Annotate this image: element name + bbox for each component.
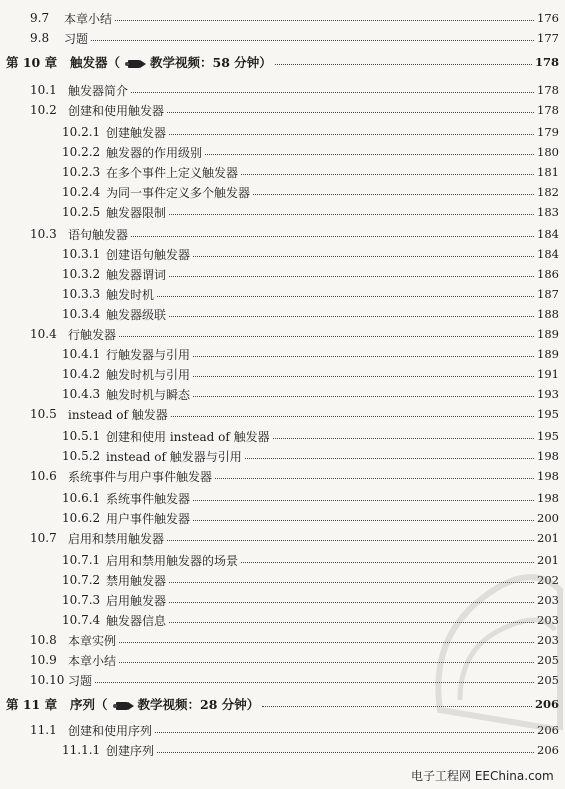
- toc-number: 10.4.1: [62, 347, 101, 361]
- video-duration-label: 教学视频：58 分钟）: [150, 55, 272, 70]
- toc-page-number: 193: [537, 387, 559, 401]
- toc-page-number: 186: [537, 267, 559, 281]
- toc-subsection-row[interactable]: [0, 264, 565, 284]
- toc-page-number: 201: [537, 531, 559, 545]
- toc-title: [106, 144, 202, 161]
- toc-number: 10.7.3: [62, 593, 101, 607]
- toc-number: 11.1: [30, 723, 57, 737]
- toc-title-text: 启用和禁用触发器的场景: [106, 553, 239, 568]
- toc-subsection-row[interactable]: [0, 426, 565, 446]
- toc-page-number: 198: [537, 491, 559, 505]
- toc-subsection-row[interactable]: [0, 384, 565, 404]
- toc-title: [106, 612, 166, 629]
- toc-title-text: 序列（: [70, 697, 108, 712]
- toc-chapter-row[interactable]: [0, 52, 565, 72]
- toc-title: [106, 286, 154, 303]
- toc-title-text: 触发器简介: [68, 83, 129, 98]
- toc-page-number: 181: [537, 165, 559, 179]
- toc-section-row[interactable]: [0, 324, 565, 344]
- toc-page-number: 206: [537, 743, 559, 757]
- toc-number: 第 11 章: [6, 697, 58, 712]
- toc-title-text: 触发器信息: [106, 613, 167, 628]
- toc-subsection-row[interactable]: [0, 122, 565, 142]
- toc-title-text: 启用触发器: [106, 593, 167, 608]
- toc-subsection-row[interactable]: [0, 142, 565, 162]
- toc-subsection-row[interactable]: [0, 284, 565, 304]
- toc-subsection-row[interactable]: [0, 304, 565, 324]
- toc-leader-dots: [157, 751, 534, 753]
- toc-number: 10.6.2: [62, 511, 101, 525]
- toc-title: [68, 722, 152, 739]
- toc-subsection-row[interactable]: [0, 344, 565, 364]
- toc-page-number: 184: [537, 227, 559, 241]
- toc-subsection-row[interactable]: [0, 162, 565, 182]
- toc-title: [106, 204, 166, 221]
- toc-number: 10.3.1: [62, 247, 101, 261]
- toc-leader-dots: [253, 193, 534, 195]
- toc-number: 10.7.1: [62, 553, 101, 567]
- toc-page-number: 206: [537, 723, 559, 737]
- toc-number: 10.2.2: [62, 145, 101, 159]
- toc-page-number: 203: [537, 593, 559, 607]
- toc-subsection-row[interactable]: [0, 508, 565, 528]
- toc-title: [70, 53, 272, 71]
- toc-title: [106, 346, 190, 363]
- toc-leader-dots: [193, 499, 534, 501]
- toc-number: 10.2: [30, 103, 57, 117]
- toc-number: 10.5.1: [62, 429, 101, 443]
- toc-title: [106, 592, 166, 609]
- toc-title-text: 系统事件触发器: [106, 491, 191, 506]
- toc-title-text: 创建和使用触发器: [68, 103, 165, 118]
- toc-leader-dots: [193, 355, 534, 357]
- toc-title: [106, 184, 250, 201]
- toc-section-row[interactable]: [0, 100, 565, 120]
- toc-section-row[interactable]: [0, 8, 565, 28]
- toc-number: 10.3.2: [62, 267, 101, 281]
- toc-leader-dots: [115, 19, 534, 21]
- toc-title-text: 习题: [68, 673, 93, 688]
- toc-section-row[interactable]: [0, 80, 565, 100]
- toc-page-number: 195: [537, 429, 559, 443]
- toc-title-text: 触发器限制: [106, 205, 167, 220]
- toc-leader-dots: [91, 39, 534, 41]
- toc-title-text: 系统事件与用户事件触发器: [68, 469, 213, 484]
- toc-title: [106, 490, 190, 507]
- toc-number: 10.6.1: [62, 491, 101, 505]
- toc-leader-dots: [169, 315, 534, 317]
- toc-page-number: 182: [537, 185, 559, 199]
- toc-number: 10.4: [30, 327, 57, 341]
- toc-page-number: 203: [537, 633, 559, 647]
- toc-number: 10.2.3: [62, 165, 101, 179]
- toc-number: 10.8: [30, 633, 57, 647]
- toc-title: [70, 695, 259, 713]
- toc-title-text: 触发器级联: [106, 307, 167, 322]
- video-camera-icon: [124, 58, 146, 70]
- toc-title: [106, 266, 166, 283]
- toc-page-number: 206: [534, 697, 559, 711]
- toc-number: 10.6: [30, 469, 57, 483]
- toc-leader-dots: [193, 519, 534, 521]
- toc-title: [106, 124, 166, 141]
- toc-title: [68, 326, 116, 343]
- toc-title-text: 触发器（: [70, 55, 121, 70]
- toc-number: 10.2.1: [62, 125, 101, 139]
- toc-leader-dots: [193, 255, 534, 257]
- toc-leader-dots: [273, 437, 534, 439]
- toc-title: [68, 82, 128, 99]
- toc-number: 10.2.5: [62, 205, 101, 219]
- toc-title: [68, 468, 212, 485]
- toc-page-number: 198: [537, 449, 559, 463]
- toc-page-number: 180: [537, 145, 559, 159]
- toc-number: 10.7.2: [62, 573, 101, 587]
- toc-number: 10.7: [30, 531, 57, 545]
- toc-title: [68, 652, 116, 669]
- toc-number: 10.7.4: [62, 613, 101, 627]
- toc-title-text: 创建和使用序列: [68, 723, 153, 738]
- toc-page-number: 183: [537, 205, 559, 219]
- toc-page-number: 188: [537, 307, 559, 321]
- toc-page-number: 191: [537, 367, 559, 381]
- toc-title-text: 语句触发器: [68, 227, 129, 242]
- toc-page-number: 176: [537, 11, 559, 25]
- toc-leader-dots: [155, 731, 534, 733]
- toc-number: 10.3: [30, 227, 57, 241]
- watermark-seal-icon: [420, 560, 565, 730]
- toc-title-text: 本章小结: [64, 11, 113, 26]
- toc-title-text: 在多个事件上定义触发器: [106, 165, 239, 180]
- toc-leader-dots: [167, 539, 534, 541]
- toc-number: 10.10: [30, 673, 65, 687]
- toc-title-text: 本章实例: [68, 633, 117, 648]
- toc-number: 9.8: [30, 31, 50, 45]
- toc-leader-dots: [193, 395, 534, 397]
- toc-page-number: 203: [537, 613, 559, 627]
- toc-leader-dots: [171, 415, 534, 417]
- toc-number: 10.4.2: [62, 367, 101, 381]
- video-camera-icon: [112, 700, 134, 712]
- toc-title-text: 本章小结: [68, 653, 117, 668]
- toc-number: 10.4.3: [62, 387, 101, 401]
- toc-title: [106, 366, 190, 383]
- toc-leader-dots: [167, 111, 534, 113]
- toc-number: 10.5: [30, 407, 57, 421]
- toc-title: [106, 164, 238, 181]
- toc-title: [68, 406, 168, 423]
- toc-page-number: 179: [537, 125, 559, 139]
- toc-leader-dots: [241, 173, 534, 175]
- toc-subsection-row[interactable]: [0, 182, 565, 202]
- toc-subsection-row[interactable]: [0, 244, 565, 264]
- toc-title-text: 创建触发器: [106, 125, 167, 140]
- toc-leader-dots: [169, 213, 534, 215]
- toc-title-text: 触发时机与引用: [106, 367, 191, 382]
- toc-leader-dots: [131, 91, 534, 93]
- toc-section-row[interactable]: [0, 224, 565, 244]
- toc-number: 10.3.3: [62, 287, 101, 301]
- toc-title: [68, 632, 116, 649]
- toc-title: [68, 672, 92, 689]
- toc-title-text: 习题: [64, 31, 89, 46]
- toc-title-text: 禁用触发器: [106, 573, 167, 588]
- toc-title: [64, 10, 112, 27]
- toc-title: [106, 428, 270, 445]
- toc-page-number: 205: [537, 653, 559, 667]
- toc-section-row[interactable]: [0, 466, 565, 486]
- toc-leader-dots: [245, 457, 534, 459]
- toc-title-text: 创建序列: [106, 743, 155, 758]
- toc-page-number: 198: [537, 469, 559, 483]
- toc-subsection-row[interactable]: [0, 202, 565, 222]
- toc-page-number: 195: [537, 407, 559, 421]
- toc-page-number: 205: [537, 673, 559, 687]
- toc-number: 10.2.4: [62, 185, 101, 199]
- toc-title-text: instead of 触发器与引用: [106, 449, 242, 464]
- toc-leader-dots: [205, 153, 534, 155]
- toc-subsection-row[interactable]: [0, 446, 565, 466]
- toc-title-text: 创建语句触发器: [106, 247, 191, 262]
- toc-title-text: 用户事件触发器: [106, 511, 191, 526]
- toc-title: [106, 448, 242, 465]
- toc-number: 10.1: [30, 83, 57, 97]
- toc-title-text: 触发器谓词: [106, 267, 167, 282]
- toc-title-text: 启用和禁用触发器: [68, 531, 165, 546]
- toc-leader-dots: [193, 375, 534, 377]
- toc-section-row[interactable]: [0, 528, 565, 548]
- toc-leader-dots: [169, 275, 534, 277]
- footer-watermark-text: 电子工程网 EEChina.com: [411, 769, 554, 783]
- toc-title: [64, 30, 88, 47]
- toc-title: [68, 530, 164, 547]
- toc-page-number: 184: [537, 247, 559, 261]
- toc-title-text: 触发时机: [106, 287, 155, 302]
- toc-title: [106, 510, 190, 527]
- toc-title-text: 创建和使用 instead of 触发器: [106, 429, 270, 444]
- toc-title-text: instead of 触发器: [68, 407, 168, 422]
- toc-leader-dots: [215, 477, 534, 479]
- toc-page-number: 200: [537, 511, 559, 525]
- toc-leader-dots: [131, 235, 534, 237]
- toc-number: 11.1.1: [62, 743, 101, 757]
- toc-number: 10.3.4: [62, 307, 101, 321]
- toc-section-row[interactable]: [0, 404, 565, 424]
- toc-title-text: 触发器的作用级别: [106, 145, 203, 160]
- toc-number: 第 10 章: [6, 55, 58, 70]
- toc-title: [106, 386, 190, 403]
- toc-leader-dots: [119, 335, 534, 337]
- toc-leader-dots: [275, 63, 532, 65]
- video-duration-label: 教学视频：28 分钟）: [137, 697, 260, 712]
- toc-title: [68, 226, 128, 243]
- toc-leader-dots: [157, 295, 534, 297]
- toc-title: [106, 246, 190, 263]
- toc-title-text: 触发时机与瞬态: [106, 387, 191, 402]
- toc-page-number: 178: [534, 55, 559, 69]
- toc-title: [106, 742, 154, 759]
- toc-title: [106, 306, 166, 323]
- toc-page-number: 202: [537, 573, 559, 587]
- toc-title: [106, 552, 238, 569]
- toc-number: 10.5.2: [62, 449, 101, 463]
- toc-page-number: 189: [537, 347, 559, 361]
- toc-number: 10.9: [30, 653, 57, 667]
- toc-page-number: 187: [537, 287, 559, 301]
- toc-subsection-row[interactable]: [0, 364, 565, 384]
- toc-page-number: 178: [537, 103, 559, 117]
- toc-page-number: 177: [537, 31, 559, 45]
- toc-title-text: 为同一事件定义多个触发器: [106, 185, 251, 200]
- toc-number: 9.7: [30, 11, 50, 25]
- toc-page-number: 178: [537, 83, 559, 97]
- toc-leader-dots: [169, 133, 534, 135]
- toc-page-number: 189: [537, 327, 559, 341]
- toc-section-row[interactable]: [0, 28, 565, 48]
- toc-title: [106, 572, 166, 589]
- toc-subsection-row[interactable]: [0, 740, 565, 760]
- toc-title-text: 行触发器: [68, 327, 117, 342]
- toc-title: [68, 102, 164, 119]
- toc-subsection-row[interactable]: [0, 488, 565, 508]
- toc-title-text: 行触发器与引用: [106, 347, 191, 362]
- toc-page-number: 201: [537, 553, 559, 567]
